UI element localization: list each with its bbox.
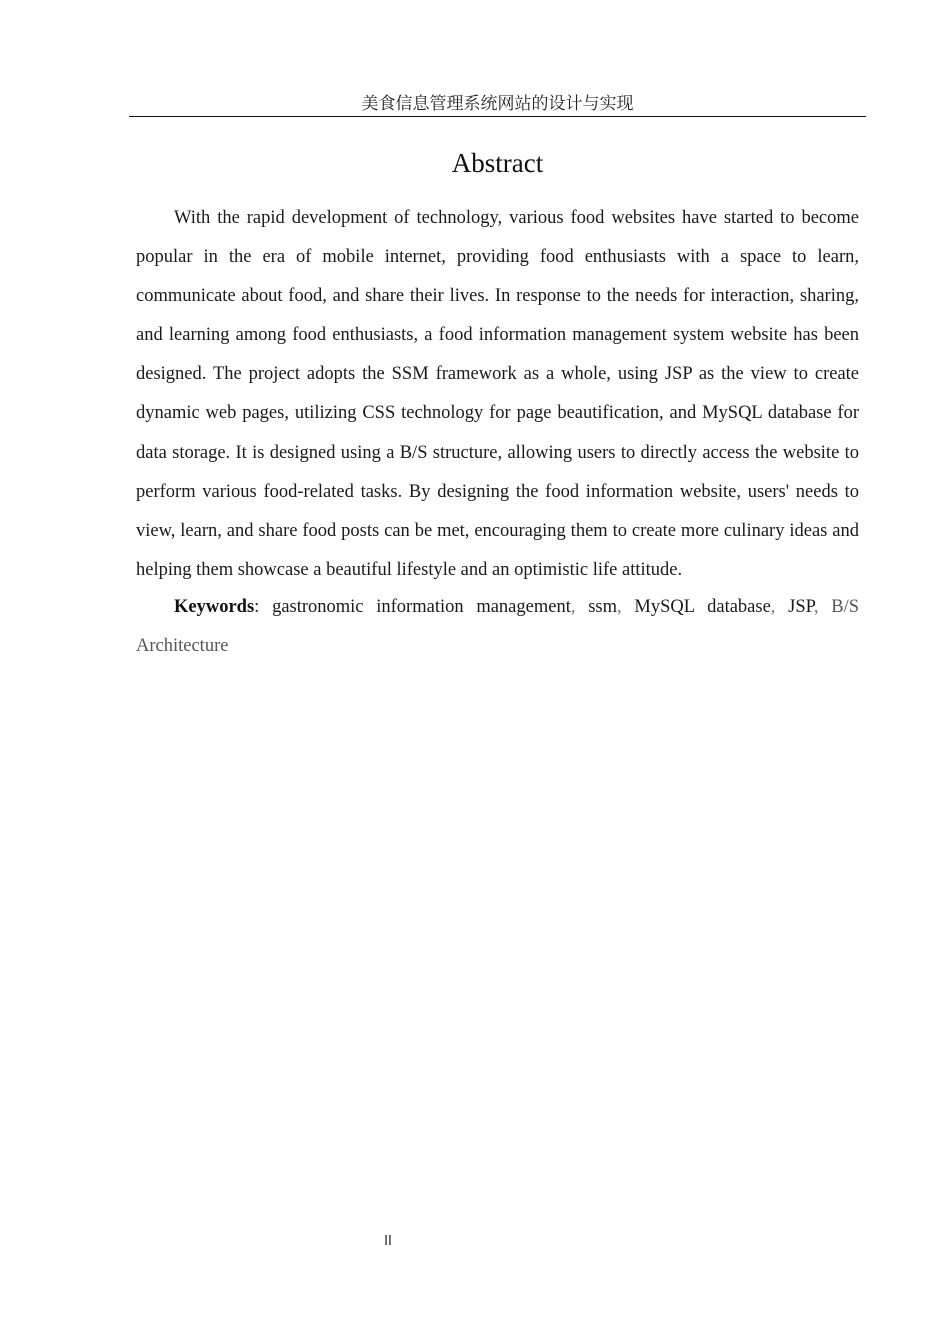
keyword-separator: , [770, 597, 776, 617]
keyword-item: B/S Architecture [136, 597, 860, 656]
keyword-item: MySQL database [634, 597, 771, 617]
running-header: 美食信息管理系统网站的设计与实现 [129, 92, 866, 117]
keywords-line [136, 588, 859, 666]
keywords-label: Keywords [174, 597, 255, 617]
keyword-separator: , [570, 597, 576, 617]
abstract-title: Abstract [451, 148, 544, 178]
keyword-item: ssm [588, 597, 618, 617]
abstract-body: With the rapid development of technology, various food websites have started to become popular in the era of mobile internet, providing food enthusiasts with a space to learn, communicate about food, and share their lives. In response to the needs for interaction, sharing, and learning among food enthusiasts, a food information management system website has been designed. The project adopts the SSM framework as a whole, using JSP as the view to create dynamic web pages, utilizing CSS technology for page beautification, and MySQL database for data storage. It is designed using a B/S structure, allowing users to directly access the website to perform various food-related tasks. By designing the food information website, users' needs to view, learn, and share food posts can be met, encouraging them to create more culinary ideas and helping them showcase a beautiful lifestyle and an optimistic life attitude. [136, 208, 859, 580]
keyword-item: gastronomic information management [272, 597, 571, 617]
page-number: II [384, 1234, 392, 1249]
keyword-separator: , [617, 597, 622, 617]
keywords-colon: : [254, 597, 260, 617]
keyword-separator: , [813, 597, 819, 617]
keyword-item: JSP [788, 597, 814, 617]
